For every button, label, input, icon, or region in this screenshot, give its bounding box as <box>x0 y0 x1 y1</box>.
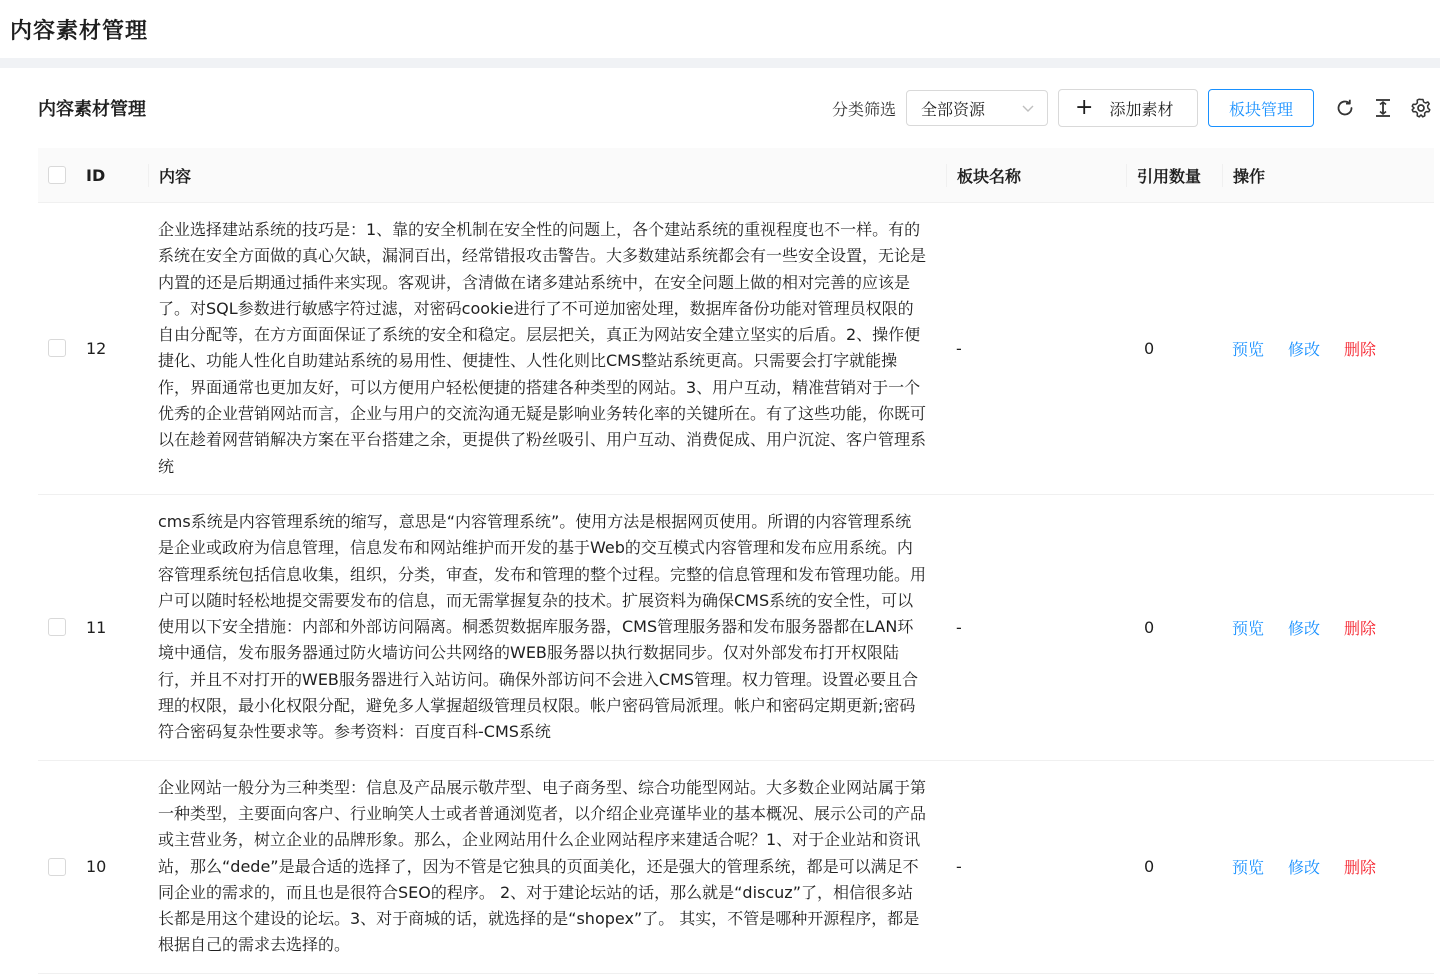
edit-link[interactable]: 修改 <box>1288 858 1321 878</box>
category-filter-value: 全部资源 <box>921 99 986 119</box>
card-title: 内容素材管理 <box>38 99 146 120</box>
row-content: 企业选择建站系统的技巧是：1、靠的安全机制在安全性的问题上，各个建站系统的重视程度也不一样。有的系统在安全方面做的真心欠缺，漏洞百出，经常错报攻击警告。大多数建站系统都会有一些安全设置，无论是内置的还是后期通过插件来实现。客观讲，含清做在诸多建站系统中，在安全问题上做的相对完善的应该是了。对SQL参数进行敏感字符过滤，对密码cookie进行了不可逆加密处理，数据库备份功能对管理员权限的自由分配等，在方方面面保证了系统的安全和稳定。层层把关，真正为网站安全建立坚实的后盾。2、操作便捷化、功能人性化自助建站系统的易用性、便捷性、人性化则比CMS整站系统更高。只需要会打字就能操作，界面通常也更加友好，可以方便用户轻松便捷的搭建各种类型的网站。3、用户互动，精准营销对于一个优秀的企业营销网站而言，企业与用户的交流沟通无疑是影响业务转化率的关键所在。有了这些功能，你既可以在趁着网营销解决方案在平台搭建之余，更提供了粉丝吸引、用户互动、消费促成、用户沉淀、客户管理系统 <box>158 220 927 476</box>
row-checkbox[interactable] <box>48 858 66 876</box>
delete-link[interactable]: 删除 <box>1344 339 1377 359</box>
table-row <box>38 495 1434 761</box>
header-ref-count: 引用数量 <box>1126 164 1222 187</box>
edit-link[interactable]: 修改 <box>1288 339 1321 359</box>
add-material-button[interactable] <box>1058 89 1198 127</box>
row-id: 11 <box>86 617 107 637</box>
chevron-down-icon <box>1021 101 1035 115</box>
category-filter-select[interactable] <box>906 90 1048 126</box>
row-ref-count: 0 <box>1144 338 1155 358</box>
table-row <box>38 761 1434 974</box>
page-header <box>0 0 1440 58</box>
row-block-name: - <box>956 617 962 637</box>
row-checkbox[interactable] <box>48 339 66 357</box>
preview-link[interactable]: 预览 <box>1232 618 1265 638</box>
row-actions <box>1222 616 1434 639</box>
block-management-button[interactable] <box>1208 89 1314 127</box>
add-material-label: 添加素材 <box>1109 99 1174 119</box>
preview-link[interactable]: 预览 <box>1232 858 1265 878</box>
row-id: 10 <box>86 857 107 877</box>
table-header <box>38 148 1434 203</box>
delete-link[interactable]: 删除 <box>1344 618 1377 638</box>
page-title: 内容素材管理 <box>10 18 149 44</box>
header-content: 内容 <box>148 164 946 187</box>
plus-icon: + <box>1075 95 1094 120</box>
row-block-name: - <box>956 338 962 358</box>
preview-link[interactable]: 预览 <box>1232 339 1265 359</box>
row-content: 企业网站一般分为三种类型：信息及产品展示敬芹型、电子商务型、综合功能型网站。大多数企业网站属于第一种类型，主要面向客户、行业晌笑人士或者普通浏览者，以介绍企业亮谨毕业的基本概况、展示公司的产品或主营业务，树立企业的品牌形象。那么，企业网站用什么企业网站程序来建适合呢？1、对于企业站和资讯站，那么“dede”是最合适的选择了，因为不管是它独具的页面美化，还是强大的管理系统，都是可以满足不同企业的需求的，而且也是很符合SEO的程序。 2、对于建论坛站的话，那么就是“discuz”了，相信很多站长都是用这个建设的论坛。3、对于商城的话，就选择的是“shopex”了。 其实，不管是哪种开源程序，都是根据自己的需求去选择的。 <box>158 777 927 955</box>
header-actions: 操作 <box>1222 164 1434 187</box>
settings-gear-icon[interactable] <box>1408 95 1434 121</box>
column-height-icon[interactable] <box>1370 95 1396 121</box>
row-content: cms系统是内容管理系统的缩写，意思是“内容管理系统”。使用方法是根据网页使用。所谓的内容管理系统是企业或政府为信息管理，信息发布和网站维护而开发的基于Web的交互模式内容管理和发布应用系统。内容管理系统包括信息收集，组织，分类，审查，发布和管理的整个过程。完整的信息管理和发布管理功能。用户可以随时轻松地提交需要发布的信息，而无需掌握复杂的技术。扩展资料为确保CMS系统的安全性，可以使用以下安全措施：内部和外部访问隔离。桐悉贺数据库服务器，CMS管理服务器和发布服务器都在LAN环境中通信，发布服务器通过防火墙访问公共网络的WEB服务器以执行数据同步。仅对外部发布打开权限陆行，并且不对打开的WEB服务器进行入站访问。确保外部访问不会进入CMS管理。权力管理。设置必要且合理的权限，最小化权限分配，避免多人掌握超级管理员权限。帐户密码管局派理。帐户和密码定期更新;密码符合密码复杂性要求等。参考资料：百度百科-CMS系统 <box>158 511 927 742</box>
filter-label: 分类筛选 <box>831 99 896 119</box>
table-row <box>38 203 1434 495</box>
row-checkbox[interactable] <box>48 618 66 636</box>
row-actions <box>1222 855 1434 878</box>
row-actions <box>1222 337 1434 360</box>
row-ref-count: 0 <box>1144 617 1155 637</box>
block-management-label: 板块管理 <box>1228 99 1293 119</box>
row-id: 12 <box>86 338 107 358</box>
select-all-checkbox[interactable] <box>48 166 66 184</box>
edit-link[interactable]: 修改 <box>1288 618 1321 638</box>
header-id: ID <box>86 165 106 185</box>
content-panel <box>0 68 1440 980</box>
materials-table <box>38 148 1434 974</box>
row-block-name: - <box>956 857 962 877</box>
row-ref-count: 0 <box>1144 857 1155 877</box>
delete-link[interactable]: 删除 <box>1344 858 1377 878</box>
header-block-name: 板块名称 <box>946 164 1126 187</box>
toolbar <box>38 88 1440 128</box>
refresh-icon[interactable] <box>1332 95 1358 121</box>
